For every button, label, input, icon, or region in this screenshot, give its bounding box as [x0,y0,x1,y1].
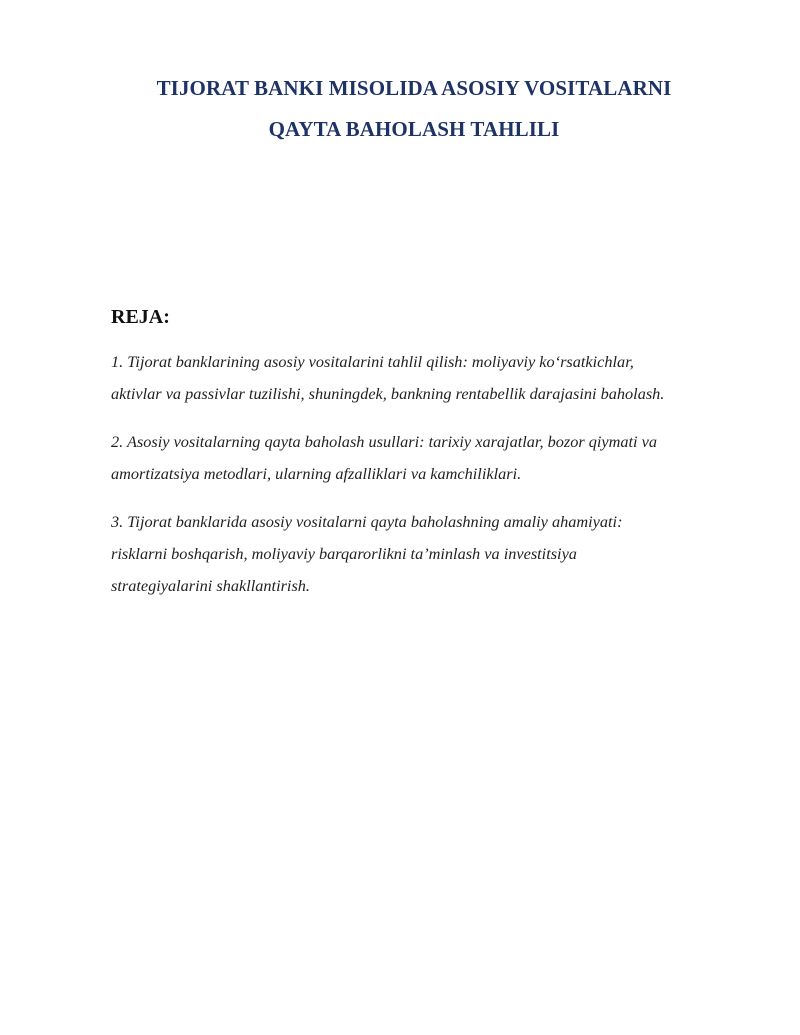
plan-item-1-line-1: 1. Tijorat banklarining asosiy vositalarini tahlil qilish: moliyaviy ko‘rsatkichlar, [111,352,634,371]
document-title-line-1: TIJORAT BANKI MISOLIDA ASOSIY VOSITALARNI [156,76,672,100]
plan-item-3-line-1: 3. Tijorat banklarida asosiy vositalarni qayta baholashning amaliy ahamiyati: [111,512,623,531]
plan-item-3-line-2: risklarni boshqarish, moliyaviy barqarorlikni ta’minlash va investitsiya [111,544,577,563]
plan-heading: REJA: [111,306,170,328]
plan-item-2-line-1: 2. Asosiy vositalarning qayta baholash usullari: tarixiy xarajatlar, bozor qiymati va [111,432,658,451]
document-title-line-2: QAYTA BAHOLASH TAHLILI [268,117,560,141]
plan-list [111,346,761,618]
plan-item-1-line-2: aktivlar va passivlar tuzilishi, shuningdek, bankning rentabellik darajasini baholash. [111,384,665,403]
plan-item-2 [111,426,761,490]
plan-item-3-line-3: strategiyalarini shakllantirish. [111,576,311,595]
plan-item-3 [111,506,761,602]
plan-item-2-line-2: amortizatsiya metodlari, ularning afzalliklari va kamchiliklari. [111,464,522,483]
plan-item-1 [111,346,761,410]
